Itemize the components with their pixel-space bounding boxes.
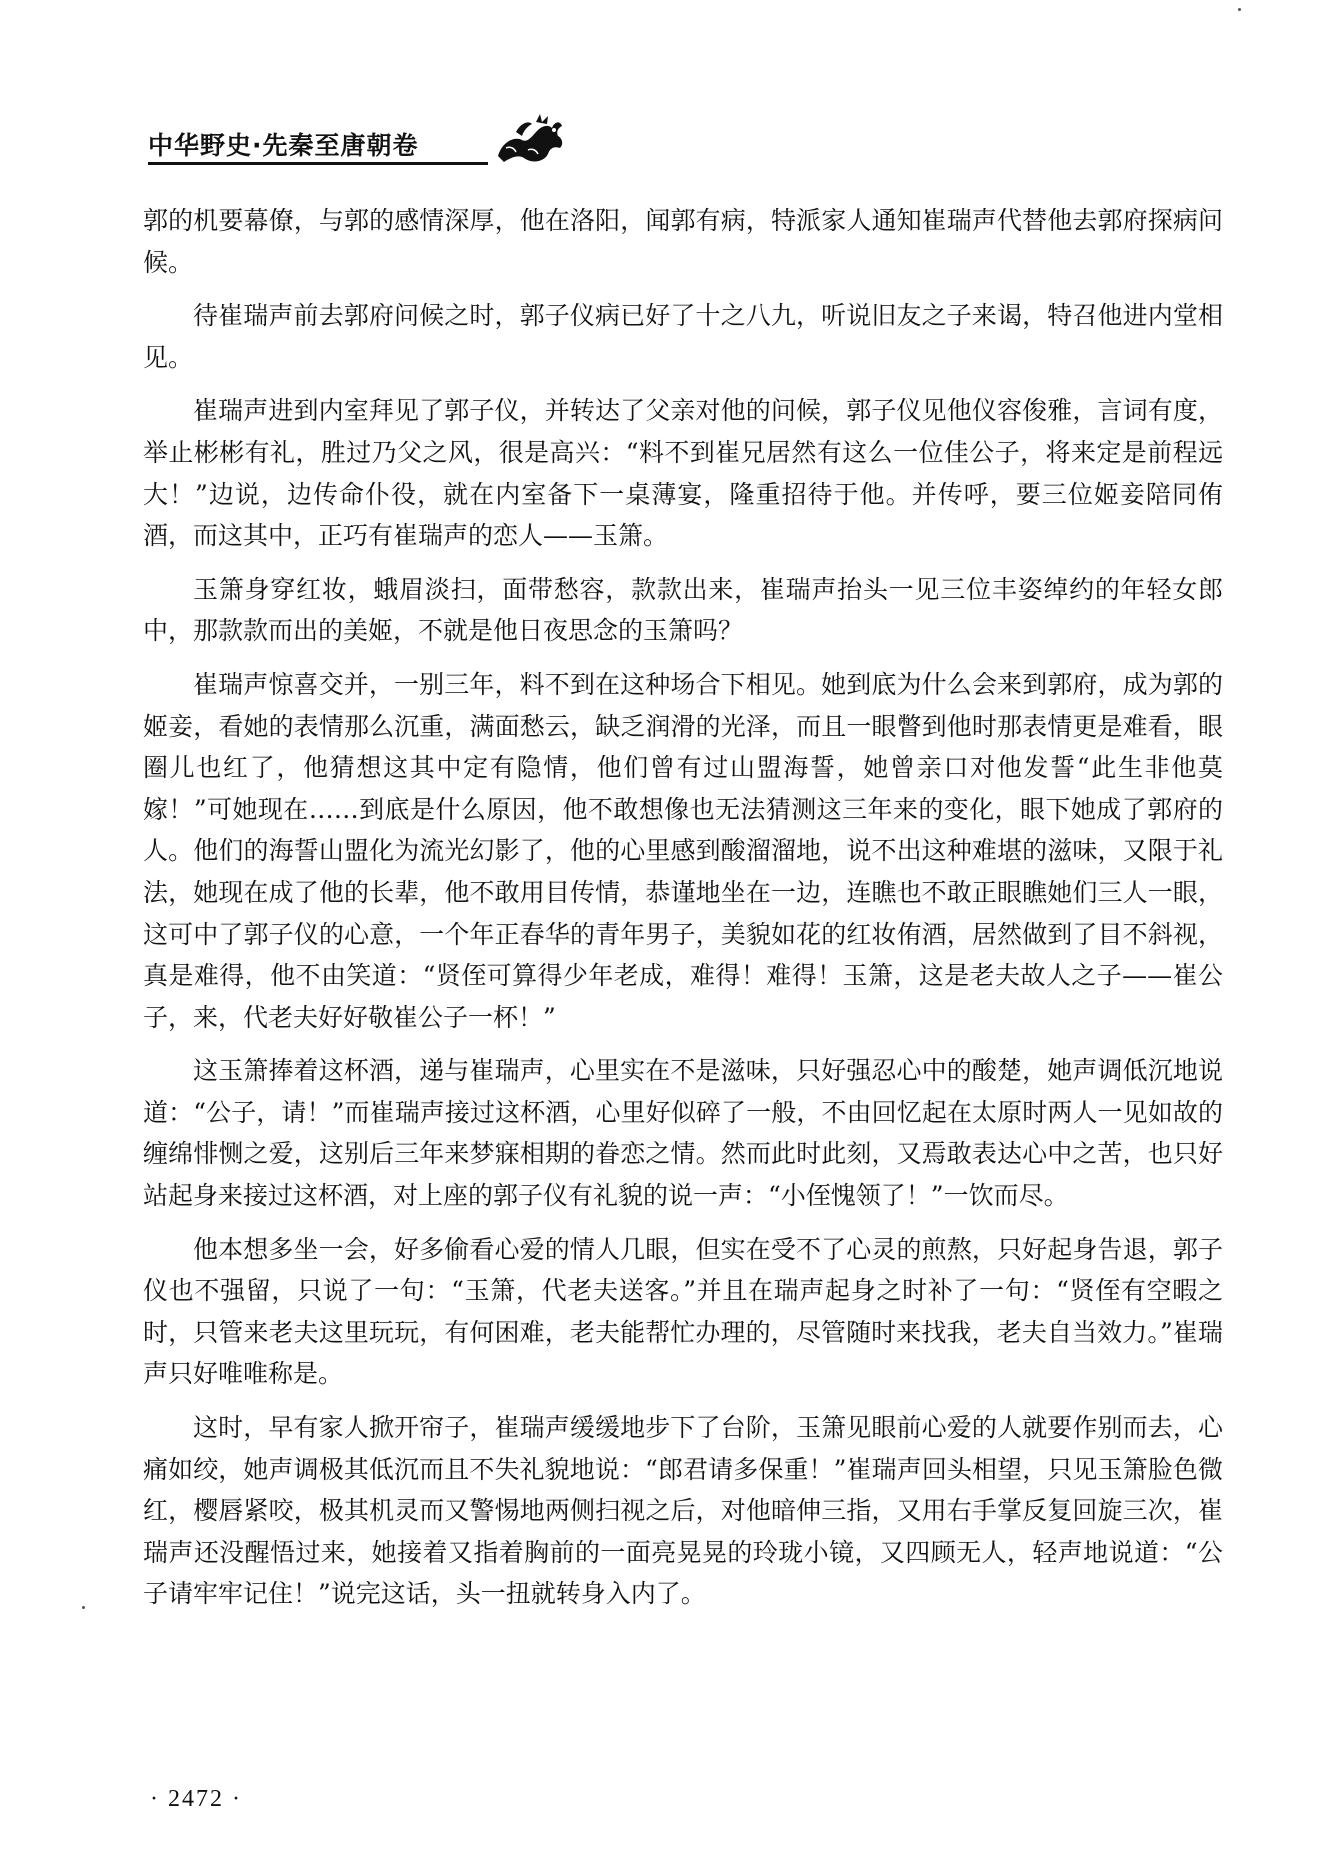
paragraph: 待崔瑞声前去郭府问候之时，郭子仪病已好了十之八九，听说旧友之子来谒，特召他进内堂相见。 [143, 301, 1223, 372]
paragraph: 崔瑞声惊喜交并，一别三年，料不到在这种场合下相见。她到底为什么会来到郭府，成为郭的姬妾，看她的表情那么沉重，满面愁云，缺乏润滑的光泽，而且一眼瞥到他时那表情更是难看，眼圈儿也红了，他猜想这其中定有隐情，他们曾有过山盟海誓，她曾亲口对他发誓“此生非他莫嫁！”可她现在……到底是什么原因，他不敢想像也无法猜测这三年来的变化，眼下她成了郭府的人。他们的海誓山盟化为流光幻影了，他的心里感到酸溜溜地，说不出这种难堪的滋味，又限于礼法，她现在成了他的长辈，他不敢用目传情，恭谨地坐在一边，连瞧也不敢正眼瞧她们三人一眼，这可中了郭子仪的心意，一个年正春华的青年男子，美貌如花的红妆侑酒，居然做到了目不斜视，真是难得，他不由笑道：“贤侄可算得少年老成，难得！难得！玉箫，这是老夫故人之子——崔公子，来，代老夫好好敬崔公子一杯！” [143, 669, 1223, 1032]
page-number: · 2472 · [150, 1786, 242, 1812]
paragraph: 他本想多坐一会，好多偷看心爱的情人几眼，但实在受不了心灵的煎熬，只好起身告退，郭子仪也不强留，只说了一句：“玉箫，代老夫送客。”并且在瑞声起身之时补了一句：“贤侄有空暇之时，只管来老夫这里玩玩，有何困难，老夫能帮忙办理的，尽管随时来找我，老夫自当效力。”崔瑞声只好唯唯称是。 [143, 1234, 1223, 1389]
paragraph: 这时，早有家人掀开帘子，崔瑞声缓缓地步下了台阶，玉箫见眼前心爱的人就要作别而去，心痛如绞，她声调极其低沉而且不失礼貌地说：“郎君请多保重！”崔瑞声回头相望，只见玉箫脸色微红，樱唇紧咬，极其机灵而又警惕地两侧扫视之后，对他暗伸三指，又用右手掌反复回旋三次，崔瑞声还没醒悟过来，她接着又指着胸前的一面亮晃晃的玲珑小镜，又四顾无人，轻声地说道：“公子请牢牢记住！”说完这话，头一扭就转身入内了。 [143, 1413, 1223, 1609]
dragon-emblem-icon [492, 112, 568, 168]
paragraph: 这玉箫捧着这杯酒，递与崔瑞声，心里实在不是滋味，只好强忍心中的酸楚，她声调低沉地说道：“公子，请！”而崔瑞声接过这杯酒，心里好似碎了一般，不由回忆起在太原时两人一见如故的缠绵悱恻之爱，这别后三年来梦寐相期的眷恋之情。然而此时此刻，又焉敢表达心中之苦，也只好站起身来接过这杯酒，对上座的郭子仪有礼貌的说一声：“小侄愧领了！”一饮而尽。 [143, 1056, 1223, 1211]
paragraph: 郭的机要幕僚，与郭的感情深厚，他在洛阳，闻郭有病，特派家人通知崔瑞声代替他去郭府探病问候。 [143, 206, 1223, 277]
header-rule [148, 162, 488, 165]
scan-speck [82, 1606, 85, 1609]
scan-speck [1238, 8, 1241, 11]
paragraph: 崔瑞声进到内室拜见了郭子仪，并转达了父亲对他的问候，郭子仪见他仪容俊雅，言词有度，举止彬彬有礼，胜过乃父之风，很是高兴：“料不到崔兄居然有这么一位佳公子，将来定是前程远大！”边说，边传命仆役，就在内室备下一桌薄宴，隆重招待于他。并传呼，要三位姬妾陪同侑酒，而这其中，正巧有崔瑞声的恋人——玉箫。 [143, 396, 1223, 551]
body-text [143, 200, 1223, 1627]
running-header [148, 112, 568, 172]
paragraph: 玉箫身穿红妆，蛾眉淡扫，面带愁容，款款出来，崔瑞声抬头一见三位丰姿绰约的年轻女郎中，那款款而出的美姬，不就是他日夜思念的玉箫吗？ [143, 574, 1223, 646]
book-title: 中华野史·先秦至唐朝卷 [148, 131, 419, 160]
